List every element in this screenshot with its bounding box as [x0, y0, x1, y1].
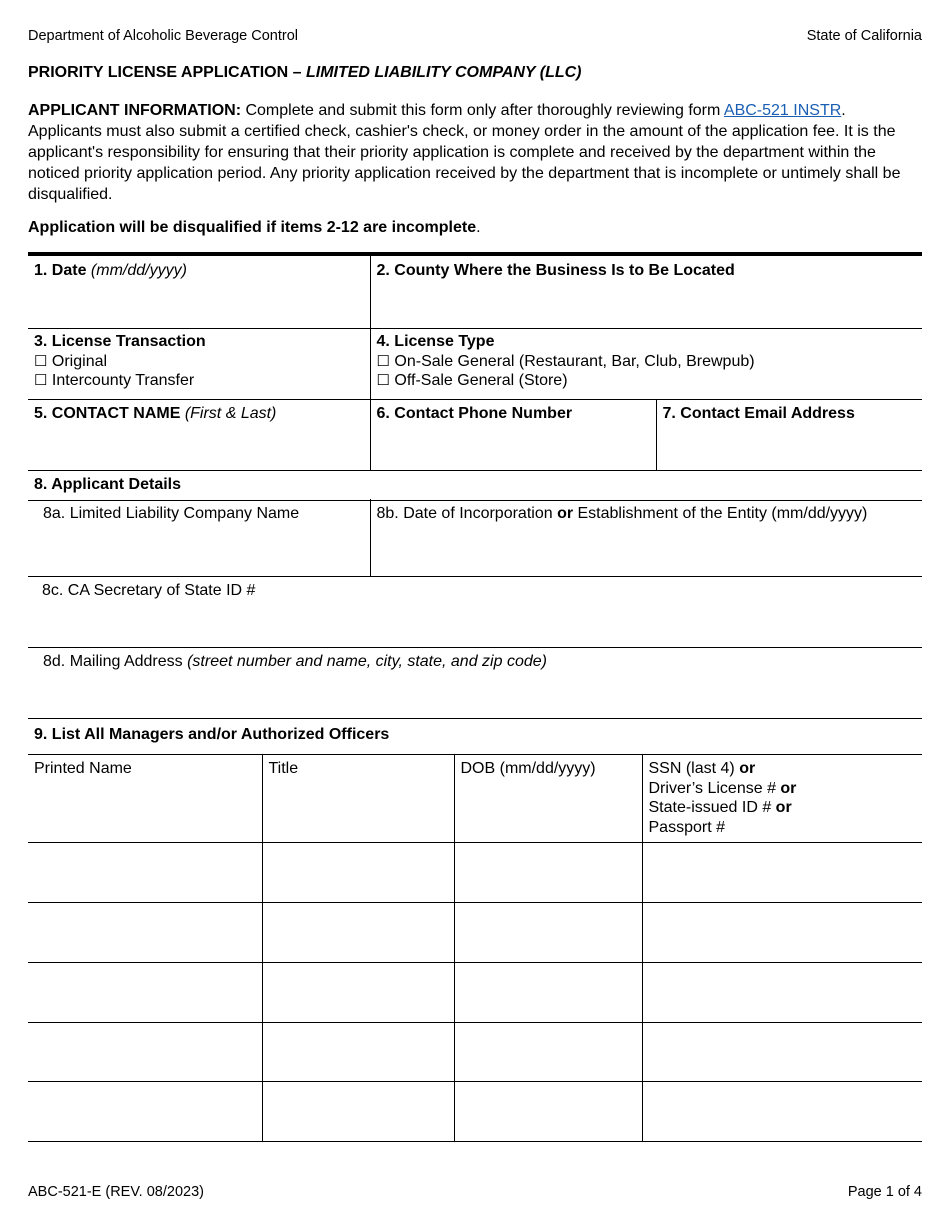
- officer-id-cell[interactable]: [642, 1023, 922, 1082]
- contact-email-field[interactable]: 7. Contact Email Address: [656, 399, 922, 470]
- table-row: [28, 903, 922, 963]
- intercounty-transfer-option[interactable]: ☐ Intercounty Transfer: [34, 372, 195, 389]
- officer-id-cell[interactable]: [642, 903, 922, 963]
- applicant-information: APPLICANT INFORMATION: Complete and submit this form only after thoroughly reviewing form ABC-521 INSTR. Applicants must also submit a certified check, cashier's check, or money order in the amount of the application fee. It is the applicant's responsibility for ensuring that their priority application is complete and received by the department within the noticed priority application period. Any priority application received by the department that is incomplete or untimely shall be disqualified.: [28, 102, 901, 203]
- checkbox-icon[interactable]: ☐: [34, 372, 48, 389]
- officer-name-cell[interactable]: [28, 903, 262, 963]
- disqualify-notice: Application will be disqualified if items 2-12 are incomplete.: [28, 219, 481, 236]
- table-row: [28, 1023, 922, 1082]
- checkbox-icon[interactable]: ☐: [376, 352, 390, 370]
- page-number: Page 1 of 4: [847, 1184, 922, 1200]
- table-row: [28, 843, 922, 903]
- mailing-address-row: [28, 647, 922, 719]
- col-printed-name: Printed Name: [28, 754, 262, 843]
- table-row: [28, 1082, 922, 1142]
- officers-heading-row: [28, 718, 922, 755]
- contact-name-field[interactable]: 5. CONTACT NAME (First & Last): [28, 399, 370, 470]
- officer-title-cell[interactable]: [262, 963, 454, 1023]
- officer-dob-cell[interactable]: [454, 963, 642, 1023]
- officer-id-cell[interactable]: [642, 963, 922, 1023]
- officer-name-cell[interactable]: [28, 963, 262, 1023]
- officer-name-cell[interactable]: [28, 1082, 262, 1142]
- mailing-address-field[interactable]: 8d. Mailing Address (street number and name, city, state, and zip code): [28, 647, 922, 718]
- state-name: State of California: [806, 28, 922, 44]
- llc-name-field[interactable]: 8a. Limited Liability Company Name: [28, 499, 370, 576]
- checkbox-icon[interactable]: ☐: [376, 372, 390, 389]
- sos-id-row: [28, 576, 922, 648]
- officer-dob-cell[interactable]: [454, 1082, 642, 1142]
- sos-id-field[interactable]: 8c. CA Secretary of State ID #: [28, 576, 922, 647]
- officer-dob-cell[interactable]: [454, 903, 642, 963]
- col-dob: DOB (mm/dd/yyyy): [454, 754, 642, 843]
- officer-dob-cell[interactable]: [454, 843, 642, 903]
- off-sale-general-option[interactable]: ☐ Off-Sale General (Store): [376, 372, 568, 389]
- license-transaction-field: 3. License Transaction ☐ Original ☐ Intercounty Transfer: [28, 328, 370, 399]
- license-type-field: 4. License Type ☐ On-Sale General (Restaurant, Bar, Club, Brewpub) ☐ Off-Sale General (Store): [370, 328, 922, 399]
- form-title: PRIORITY LICENSE APPLICATION – LIMITED LIABILITY COMPANY (LLC): [28, 64, 582, 81]
- on-sale-general-option[interactable]: ☐ On-Sale General (Restaurant, Bar, Club, Brewpub): [376, 352, 755, 370]
- officers-heading: 9. List All Managers and/or Authorized Officers: [28, 718, 922, 754]
- intro-lead: APPLICANT INFORMATION:: [28, 102, 242, 119]
- officer-name-cell[interactable]: [28, 843, 262, 903]
- page-header: [28, 28, 922, 48]
- table-row: [28, 963, 922, 1023]
- officers-table: [28, 754, 922, 1142]
- officer-title-cell[interactable]: [262, 903, 454, 963]
- officer-title-cell[interactable]: [262, 1082, 454, 1142]
- form-subtitle: LIMITED LIABILITY COMPANY (LLC): [305, 64, 582, 81]
- checkbox-icon[interactable]: ☐: [34, 352, 48, 370]
- officers-header-row: [28, 754, 922, 843]
- date-county-row: [28, 256, 922, 329]
- col-id-number: SSN (last 4) or Driver’s License # or State-issued ID # or Passport #: [642, 754, 922, 843]
- date-field[interactable]: 1. Date (mm/dd/yyyy): [28, 256, 370, 328]
- officer-dob-cell[interactable]: [454, 1023, 642, 1082]
- applicant-details-heading: 8. Applicant Details: [28, 470, 922, 500]
- officer-name-cell[interactable]: [28, 1023, 262, 1082]
- contact-phone-field[interactable]: 6. Contact Phone Number: [370, 399, 656, 470]
- col-title: Title: [262, 754, 454, 843]
- officer-id-cell[interactable]: [642, 1082, 922, 1142]
- contact-row: [28, 399, 922, 471]
- abc-521-instr-link[interactable]: ABC-521 INSTR: [723, 102, 842, 119]
- officer-title-cell[interactable]: [262, 843, 454, 903]
- llc-name-row: [28, 499, 922, 577]
- incorporation-date-field[interactable]: 8b. Date of Incorporation or Establishment of the Entity (mm/dd/yyyy): [370, 499, 922, 576]
- county-field[interactable]: 2. County Where the Business Is to Be Located: [370, 256, 922, 328]
- applicant-details-row: [28, 470, 922, 501]
- original-option[interactable]: ☐ Original: [34, 352, 108, 370]
- department-name: Department of Alcoholic Beverage Control: [28, 28, 299, 44]
- form-number: ABC-521-E (REV. 08/2023): [28, 1184, 204, 1200]
- license-row: [28, 328, 922, 400]
- officer-id-cell[interactable]: [642, 843, 922, 903]
- officer-title-cell[interactable]: [262, 1023, 454, 1082]
